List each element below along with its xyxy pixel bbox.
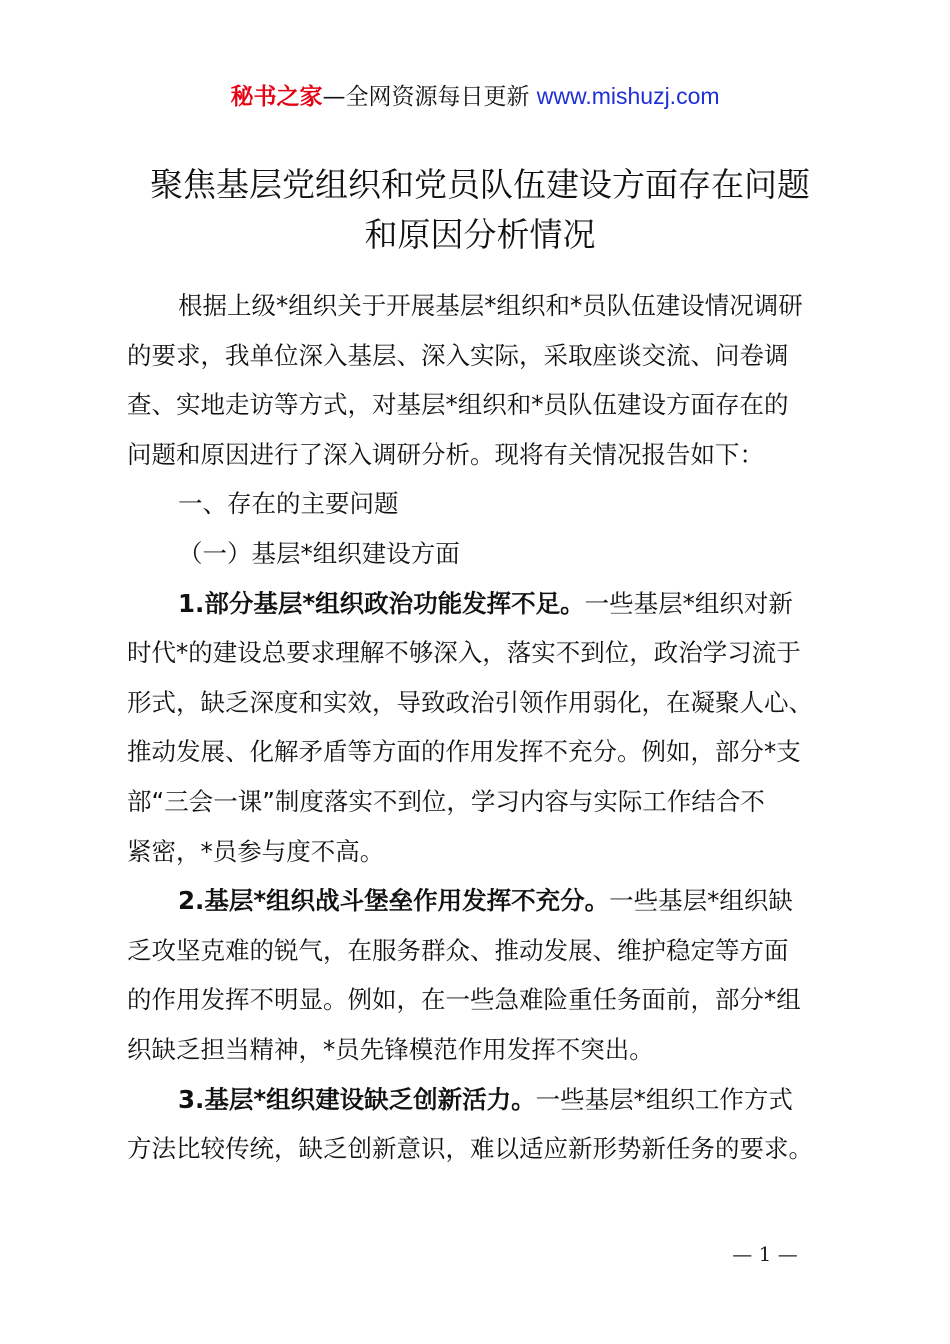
site-url-link[interactable]: www.mishuzj.com xyxy=(536,83,720,109)
item-2-line: 乏攻坚克难的锐气，在服务群众、推动发展、维护稳定等方面 xyxy=(127,935,789,965)
page-number: — 1 — xyxy=(732,1242,798,1266)
item-2-first-line xyxy=(127,876,837,926)
site-header xyxy=(0,80,950,113)
item-1-line: 形式，缺乏深度和实效，导致政治引领作用弱化，在凝聚人心、 xyxy=(127,687,813,717)
item-1-first-line xyxy=(127,579,837,629)
item-1-line: 紧密，*员参与度不高。 xyxy=(127,836,385,866)
document-body xyxy=(127,281,837,1174)
title-line-1: 聚焦基层党组织和党员队伍建设方面存在问题 xyxy=(150,165,810,204)
section-heading: 一、存在的主要问题 xyxy=(178,489,399,519)
intro-paragraph-line: 查、实地走访等方式，对基层*组织和*员队伍建设方面存在的 xyxy=(127,390,789,420)
item-1-text: 一些基层*组织对新 xyxy=(584,588,793,618)
item-3-first-line xyxy=(127,1075,837,1125)
item-3-line: 方法比较传统，缺乏创新意识，难以适应新形势新任务的要求。 xyxy=(127,1134,813,1164)
title-line-2: 和原因分析情况 xyxy=(364,215,596,254)
intro-paragraph-line: 根据上级*组织关于开展基层*组织和*员队伍建设情况调研 xyxy=(178,291,803,320)
site-slogan: —全网资源每日更新 xyxy=(322,84,537,110)
document-title xyxy=(100,160,860,260)
item-3-title: 3.基层*组织建设缺乏创新活力。 xyxy=(178,1084,536,1114)
item-1-line: 推动发展、化解矛盾等方面的作用发挥不充分。例如，部分*支 xyxy=(127,737,801,767)
item-1-line: 时代*的建设总要求理解不够深入，落实不到位，政治学习流于 xyxy=(127,638,801,668)
item-2-title: 2.基层*组织战斗堡垒作用发挥不充分。 xyxy=(178,886,610,916)
item-2-text: 一些基层*组织缺 xyxy=(609,886,793,916)
item-2-line: 织缺乏担当精神，*员先锋模范作用发挥不突出。 xyxy=(127,1034,654,1064)
item-2-line: 的作用发挥不明显。例如，在一些急难险重任务面前，部分*组 xyxy=(127,985,801,1015)
item-1-line: 部“三会一课”制度落实不到位，学习内容与实际工作结合不 xyxy=(127,786,765,816)
item-3-text: 一些基层*组织工作方式 xyxy=(535,1084,793,1114)
subsection-heading: （一）基层*组织建设方面 xyxy=(178,538,460,568)
intro-paragraph-line: 的要求，我单位深入基层、深入实际，采取座谈交流、问卷调 xyxy=(127,340,789,370)
site-brand: 秘书之家 xyxy=(230,84,323,110)
intro-paragraph-line: 问题和原因进行了深入调研分析。现将有关情况报告如下： xyxy=(127,439,764,469)
item-1-title: 1.部分基层*组织政治功能发挥不足。 xyxy=(178,588,585,618)
